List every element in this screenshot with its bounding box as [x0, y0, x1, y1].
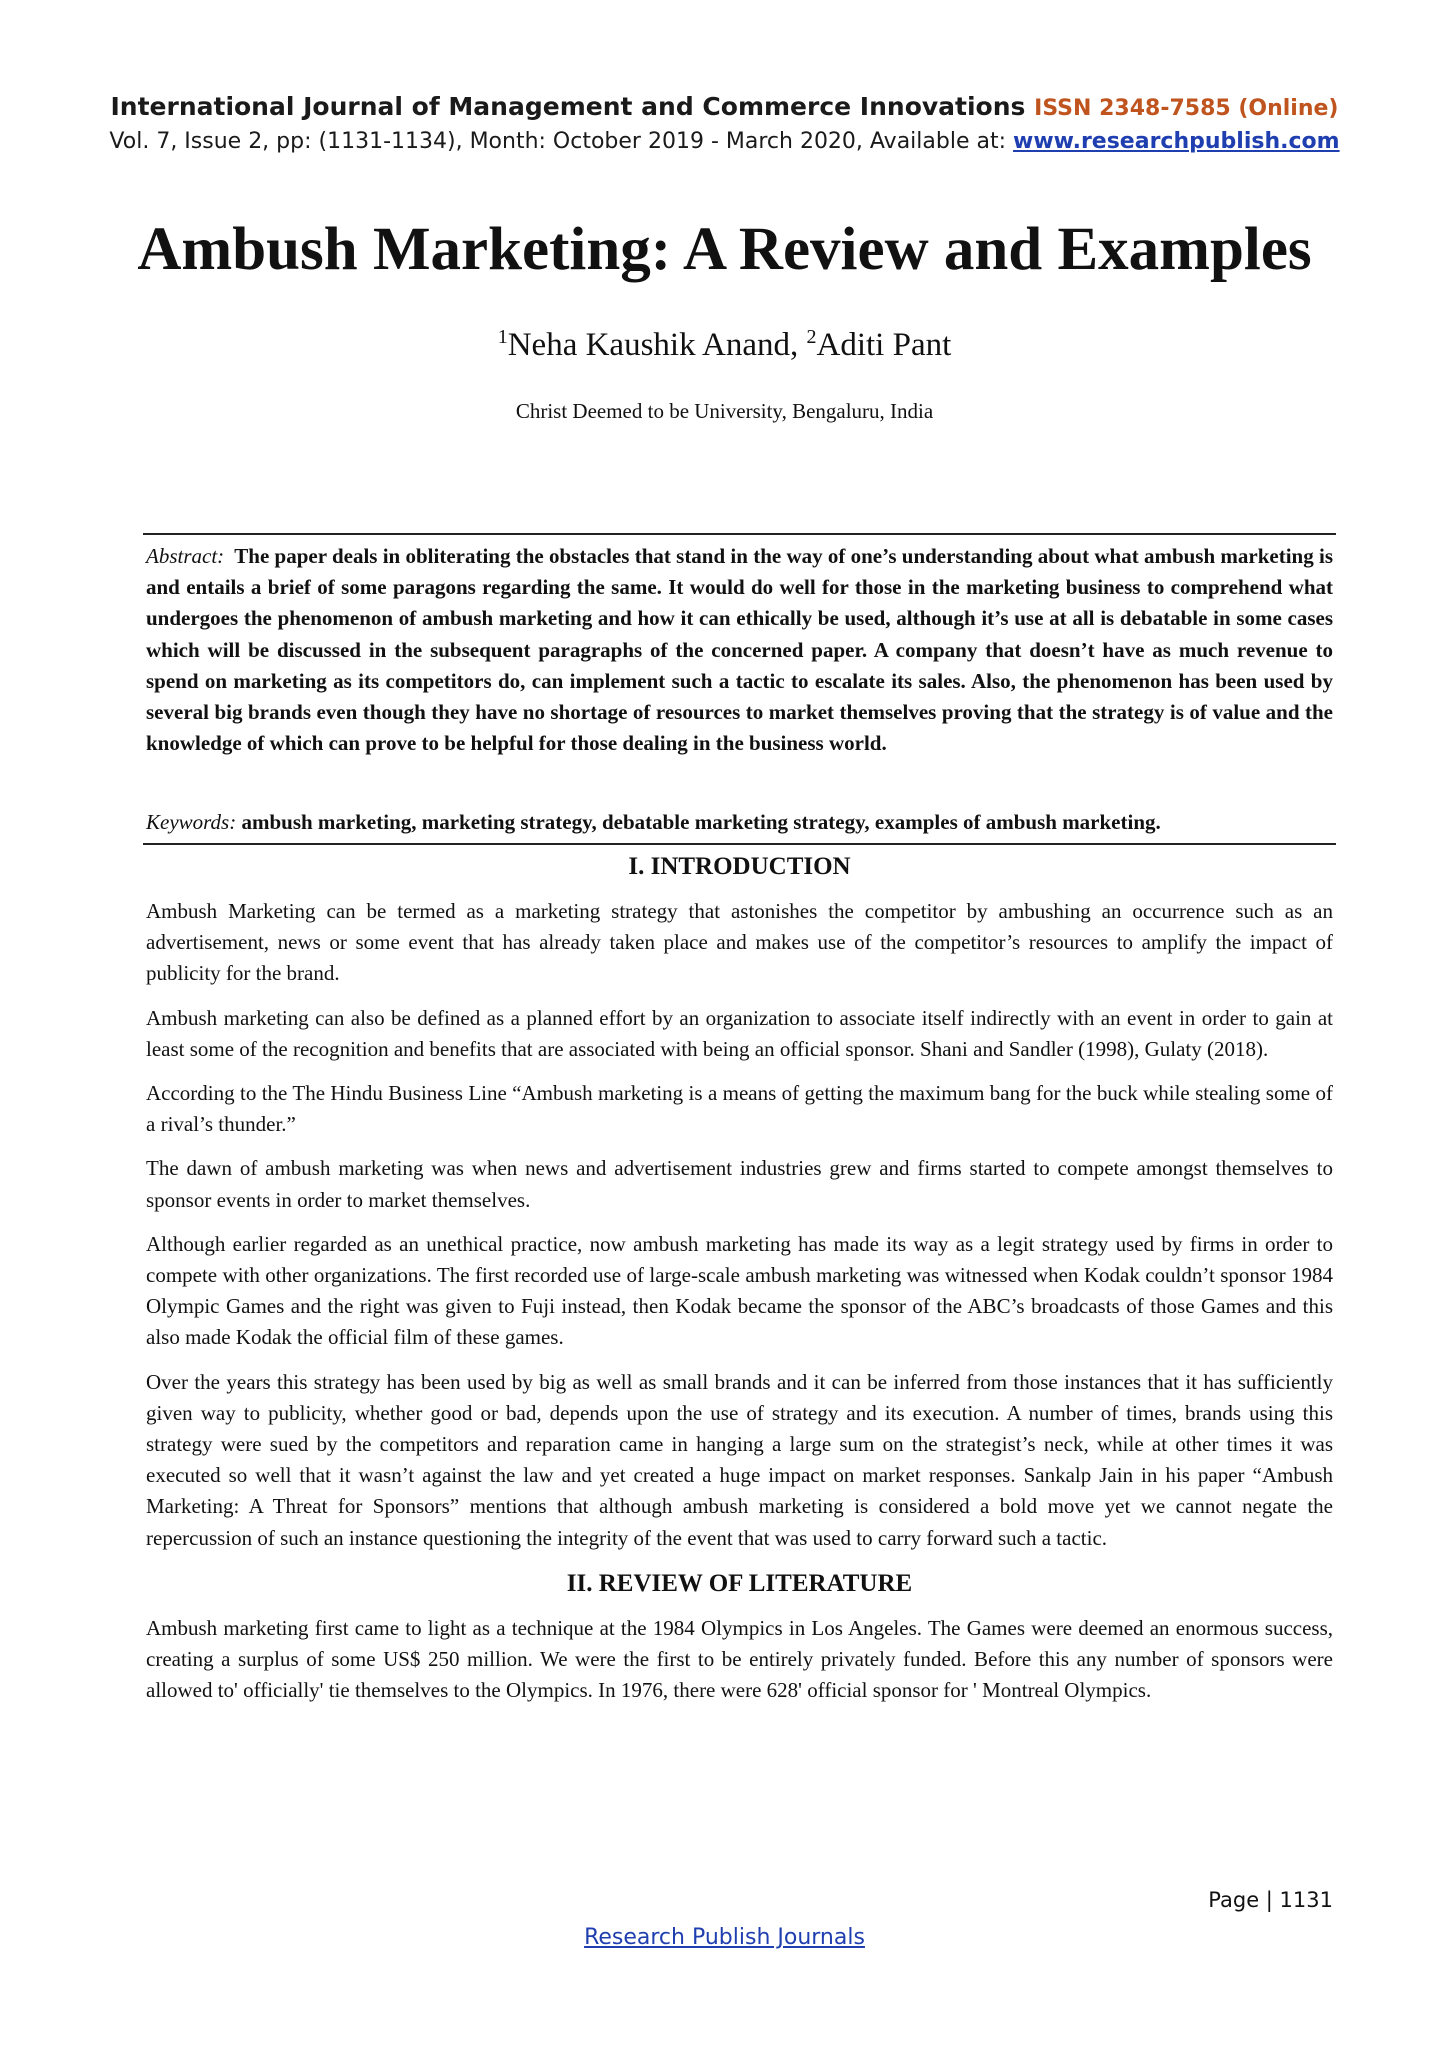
journal-title-line	[0, 90, 1449, 126]
author1-affiliation-mark: 1	[497, 326, 508, 348]
volume-info: Vol. 7, Issue 2, pp: (1131-1134), Month: October 2019 - March 2020, Available at:	[109, 129, 1007, 154]
abstract-bottom-rule	[143, 843, 1336, 845]
keywords-label: Keywords:	[146, 810, 237, 834]
paragraph: Although earlier regarded as an unethical practice, now ambush marketing has made its way as a legit strategy used by firms in order to compete with other organizations. The first recorded use of large-scale ambush marketing was witnessed when Kodak couldn’t sponsor 1984 Olympic Games and the right was given to Fuji instead, then Kodak became the sponsor of the ABC’s broadcasts of those Games and this also made Kodak the official film of these games.	[146, 1231, 1333, 1350]
paragraph: Over the years this strategy has been used by big as well as small brands and it can be inferred from those instances that it has sufficiently given way to publicity, whether good or bad, depends upon the use of strategy and its execution. A number of times, brands using this strategy were sued by the competitors and reparation came in hanging a large sum on the strategist’s neck, while at other times it was executed so well that it wasn’t against the law and yet created a huge impact on market responses. Sankalp Jain in his paper “Ambush Marketing: A Threat for Sponsors” mentions that although ambush marketing is considered a bold move yet we cannot negate the repercussion of such an instance questioning the integrity of the event that was used to carry forward such a tactic.	[146, 1369, 1333, 1550]
keywords-text: ambush marketing, marketing strategy, debatable marketing strategy, examples of ambush marketing.	[241, 810, 1161, 834]
author1-name: Neha Kaushik Anand,	[507, 327, 799, 363]
authors-line	[0, 317, 1449, 365]
paragraph: Ambush marketing can also be defined as a planned effort by an organization to associate itself indirectly with an event in order to gain at least some of the recognition and benefits that are associated with being an official sponsor. Shani and Sandler (1998), Gulaty (2018).	[146, 1005, 1333, 1061]
footer	[0, 1925, 1449, 1950]
journal-volume-line	[0, 126, 1449, 158]
publisher-link[interactable]: Research Publish Journals	[584, 1925, 865, 1950]
abstract	[146, 541, 1333, 759]
author2-affiliation-mark: 2	[806, 326, 817, 348]
issn-label: ISSN 2348-7585 (Online)	[1034, 96, 1339, 121]
section-heading-review: II. REVIEW OF LITERATURE	[566, 1569, 913, 1597]
keywords	[146, 808, 1333, 836]
paper-title: Ambush Marketing: A Review and Examples	[137, 216, 1312, 283]
journal-header	[0, 90, 1449, 158]
paragraph: Ambush marketing first came to light as a technique at the 1984 Olympics in Los Angeles. The Games were deemed an enormous success, creating a surplus of some US$ 250 million. We were the first to be entirely privately funded. Before this any number of sponsors were allowed to' officially' tie themselves to the Olympics. In 1976, there were 628' official sponsor for ' Montreal Olympics.	[146, 1615, 1333, 1703]
abstract-top-rule	[143, 533, 1336, 535]
paper-body	[146, 850, 1333, 1719]
affiliation: Christ Deemed to be University, Bengaluru, India	[515, 399, 934, 423]
abstract-text: The paper deals in obliterating the obstacles that stand in the way of one’s understanding about what ambush marketing is and entails a brief of some paragons regarding the same. It would do well for those in the marketing business to comprehend what undergoes the phenomenon of ambush marketing and how it can ethically be used, although it’s use at all is debatable in some cases which will be discussed in the subsequent paragraphs of the concerned paper. A company that doesn’t have as much revenue to spend on marketing as its competitors do, can implement such a tactic to escalate its sales. Also, the phenomenon has been used by several big brands even though they have no shortage of resources to market themselves proving that the strategy is of value and the knowledge of which can prove to be helpful for those dealing in the business world.	[146, 544, 1333, 756]
paragraph: According to the The Hindu Business Line “Ambush marketing is a means of getting the maximum bang for the buck while stealing some of a rival’s thunder.”	[146, 1081, 1333, 1137]
paragraph: The dawn of ambush marketing was when news and advertisement industries grew and firms started to compete amongst themselves to sponsor events in order to market themselves.	[146, 1156, 1333, 1212]
page-number: Page | 1131	[1208, 1888, 1333, 1912]
journal-website-link[interactable]: www.researchpublish.com	[1013, 129, 1340, 154]
abstract-label: Abstract:	[146, 544, 225, 568]
author2-name: Aditi Pant	[816, 327, 952, 363]
section-heading-introduction: I. INTRODUCTION	[628, 853, 851, 880]
journal-name: International Journal of Management and Commerce Innovations	[110, 92, 1026, 121]
paragraph: Ambush Marketing can be termed as a marketing strategy that astonishes the competitor by ambushing an occurrence such as an advertisement, news or some event that has already taken place and makes use of the competitor’s resources to amplify the impact of publicity for the brand.	[146, 899, 1333, 986]
